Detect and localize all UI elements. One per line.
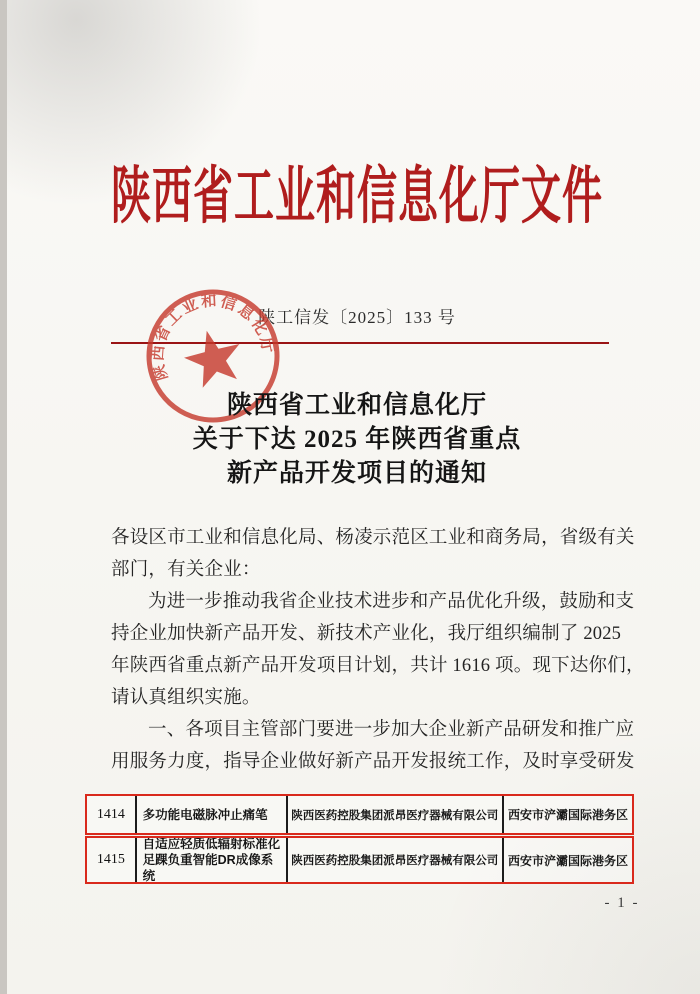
project-number-cell: 1415 [87,838,137,882]
notice-title-line: 陕西省工业和信息化厅 [226,392,487,419]
body-line: 一、各项目主管部门要进一步加大企业新产品研发和推广应 [148,720,635,740]
body-line: 持企业加快新产品开发、新技术产业化，我厅组织编制了 2025 [111,624,622,644]
seal-star-icon [179,324,247,390]
page-number: - 1 - [604,895,640,911]
body-line: 各设区市工业和信息化局、杨凌示范区工业和商务局，省级有关 [111,528,635,548]
seal-text: 陕西省工业和信息化厅 [149,292,277,383]
company-cell: 陕西医药控股集团派昂医疗器械有限公司 [288,796,504,833]
body-line: 请认真组织实施。 [111,688,261,708]
body-line: 部门，有关企业： [111,560,261,580]
document-page [7,0,700,994]
table-row-highlighted [85,836,634,884]
body-text [111,522,645,778]
project-name-cell: 自适应轻质低辐射标准化足踝负重智能DR成像系统 [137,838,288,882]
company-cell: 陕西医药控股集团派昂医疗器械有限公司 [288,838,504,882]
document-number: 陕工信发〔2025〕133 号 [258,308,456,327]
notice-title-line: 关于下达 2025 年陕西省重点 [192,426,522,453]
notice-title [7,389,700,491]
notice-title-line: 新产品开发项目的通知 [226,460,487,487]
table-row-highlighted [85,794,634,835]
body-line: 年陕西省重点新产品开发项目计划，共计 1616 项。现下达你们， [111,656,645,676]
body-line: 为进一步推动我省企业技术进步和产品优化升级，鼓励和支 [148,592,635,612]
district-cell: 西安市浐灞国际港务区 [507,808,628,822]
district-cell: 西安市浐灞国际港务区 [507,853,628,868]
letterhead-title: 陕西省工业和信息化厅文件 [111,161,603,232]
project-name-cell: 多功能电磁脉冲止痛笔 [137,796,288,833]
body-line: 用服务力度，指导企业做好新产品开发报统工作，及时享受研发 [111,752,635,772]
project-number-cell: 1414 [87,796,137,833]
projects-table [85,794,634,884]
